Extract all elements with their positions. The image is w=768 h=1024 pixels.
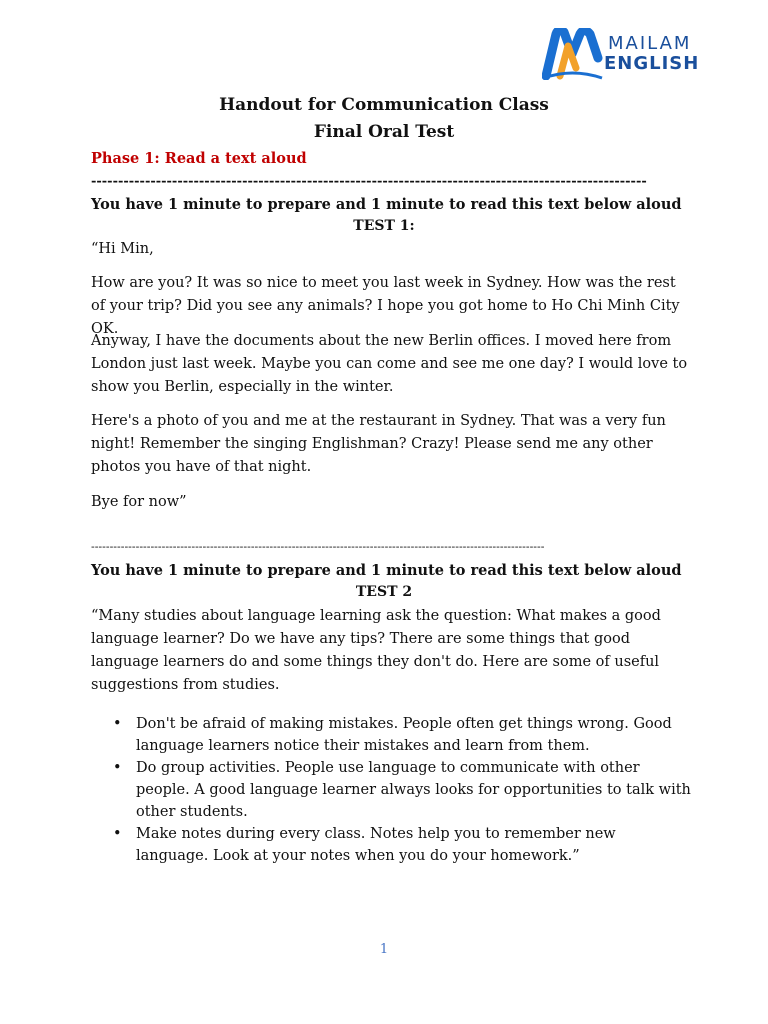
- logo-text-english: ENGLISH: [604, 53, 700, 74]
- test1-paragraph: Anyway, I have the documents about the new Berlin offices. I moved here from London just last week. Maybe you can come and see me one day? I would love to show you Berlin, especially in the winter.: [91, 333, 688, 395]
- phase-heading: Phase 1: Read a text aloud: [91, 150, 307, 167]
- test1-label: TEST 1:: [353, 218, 415, 234]
- list-item: [91, 757, 691, 823]
- bullet-icon: •: [113, 716, 122, 732]
- bullet-icon: •: [113, 826, 122, 842]
- list-item-text: Don't be afraid of making mistakes. People often get things wrong. Good language learners notice their mistakes and learn from them.: [136, 716, 672, 754]
- test1-instruction: You have 1 minute to prepare and 1 minute to read this text below aloud: [91, 196, 682, 213]
- test2-suggestion-list: [91, 713, 691, 867]
- test2-intro: “Many studies about language learning ask the question: What makes a good language learner? Do we have any tips? There are some things that good language learners do and some things they don't do. Here are some of useful suggestions from studies.: [91, 608, 661, 693]
- list-item-text: Make notes during every class. Notes help you to remember new language. Look at your notes when you do your homework.”: [136, 826, 616, 864]
- page-subtitle: Final Oral Test: [313, 122, 455, 142]
- test2-instruction: You have 1 minute to prepare and 1 minute to read this text below aloud: [91, 562, 682, 579]
- list-item: [91, 713, 691, 757]
- divider-middle: --------------------------------------------------------------------------------------------------------------------------: [91, 540, 545, 553]
- bullet-icon: •: [113, 760, 122, 776]
- test1-signoff: Bye for now”: [91, 494, 187, 510]
- list-item: [91, 823, 691, 867]
- page-number: 1: [379, 942, 389, 957]
- test2-label: TEST 2: [355, 584, 413, 600]
- list-item-text: Do group activities. People use language to communicate with other people. A good language learner always looks for opportunities to talk with other students.: [136, 760, 691, 820]
- divider-top: -------------------------------------------------------------------------------------------------------: [91, 174, 647, 189]
- test1-paragraph: Here's a photo of you and me at the restaurant in Sydney. That was a very fun night! Remember the singing Englishman? Crazy! Please send me any other photos you have of that night.: [91, 413, 666, 475]
- logo-mark-icon: [542, 28, 612, 80]
- logo-text-mailam: MAILAM: [608, 33, 692, 54]
- test1-greeting: “Hi Min,: [91, 241, 154, 257]
- page-title: Handout for Communication Class: [219, 95, 549, 115]
- test1-paragraph: How are you? It was so nice to meet you last week in Sydney. How was the rest of your trip? Did you see any animals? I hope you got home to Ho Chi Minh City OK.: [91, 275, 680, 337]
